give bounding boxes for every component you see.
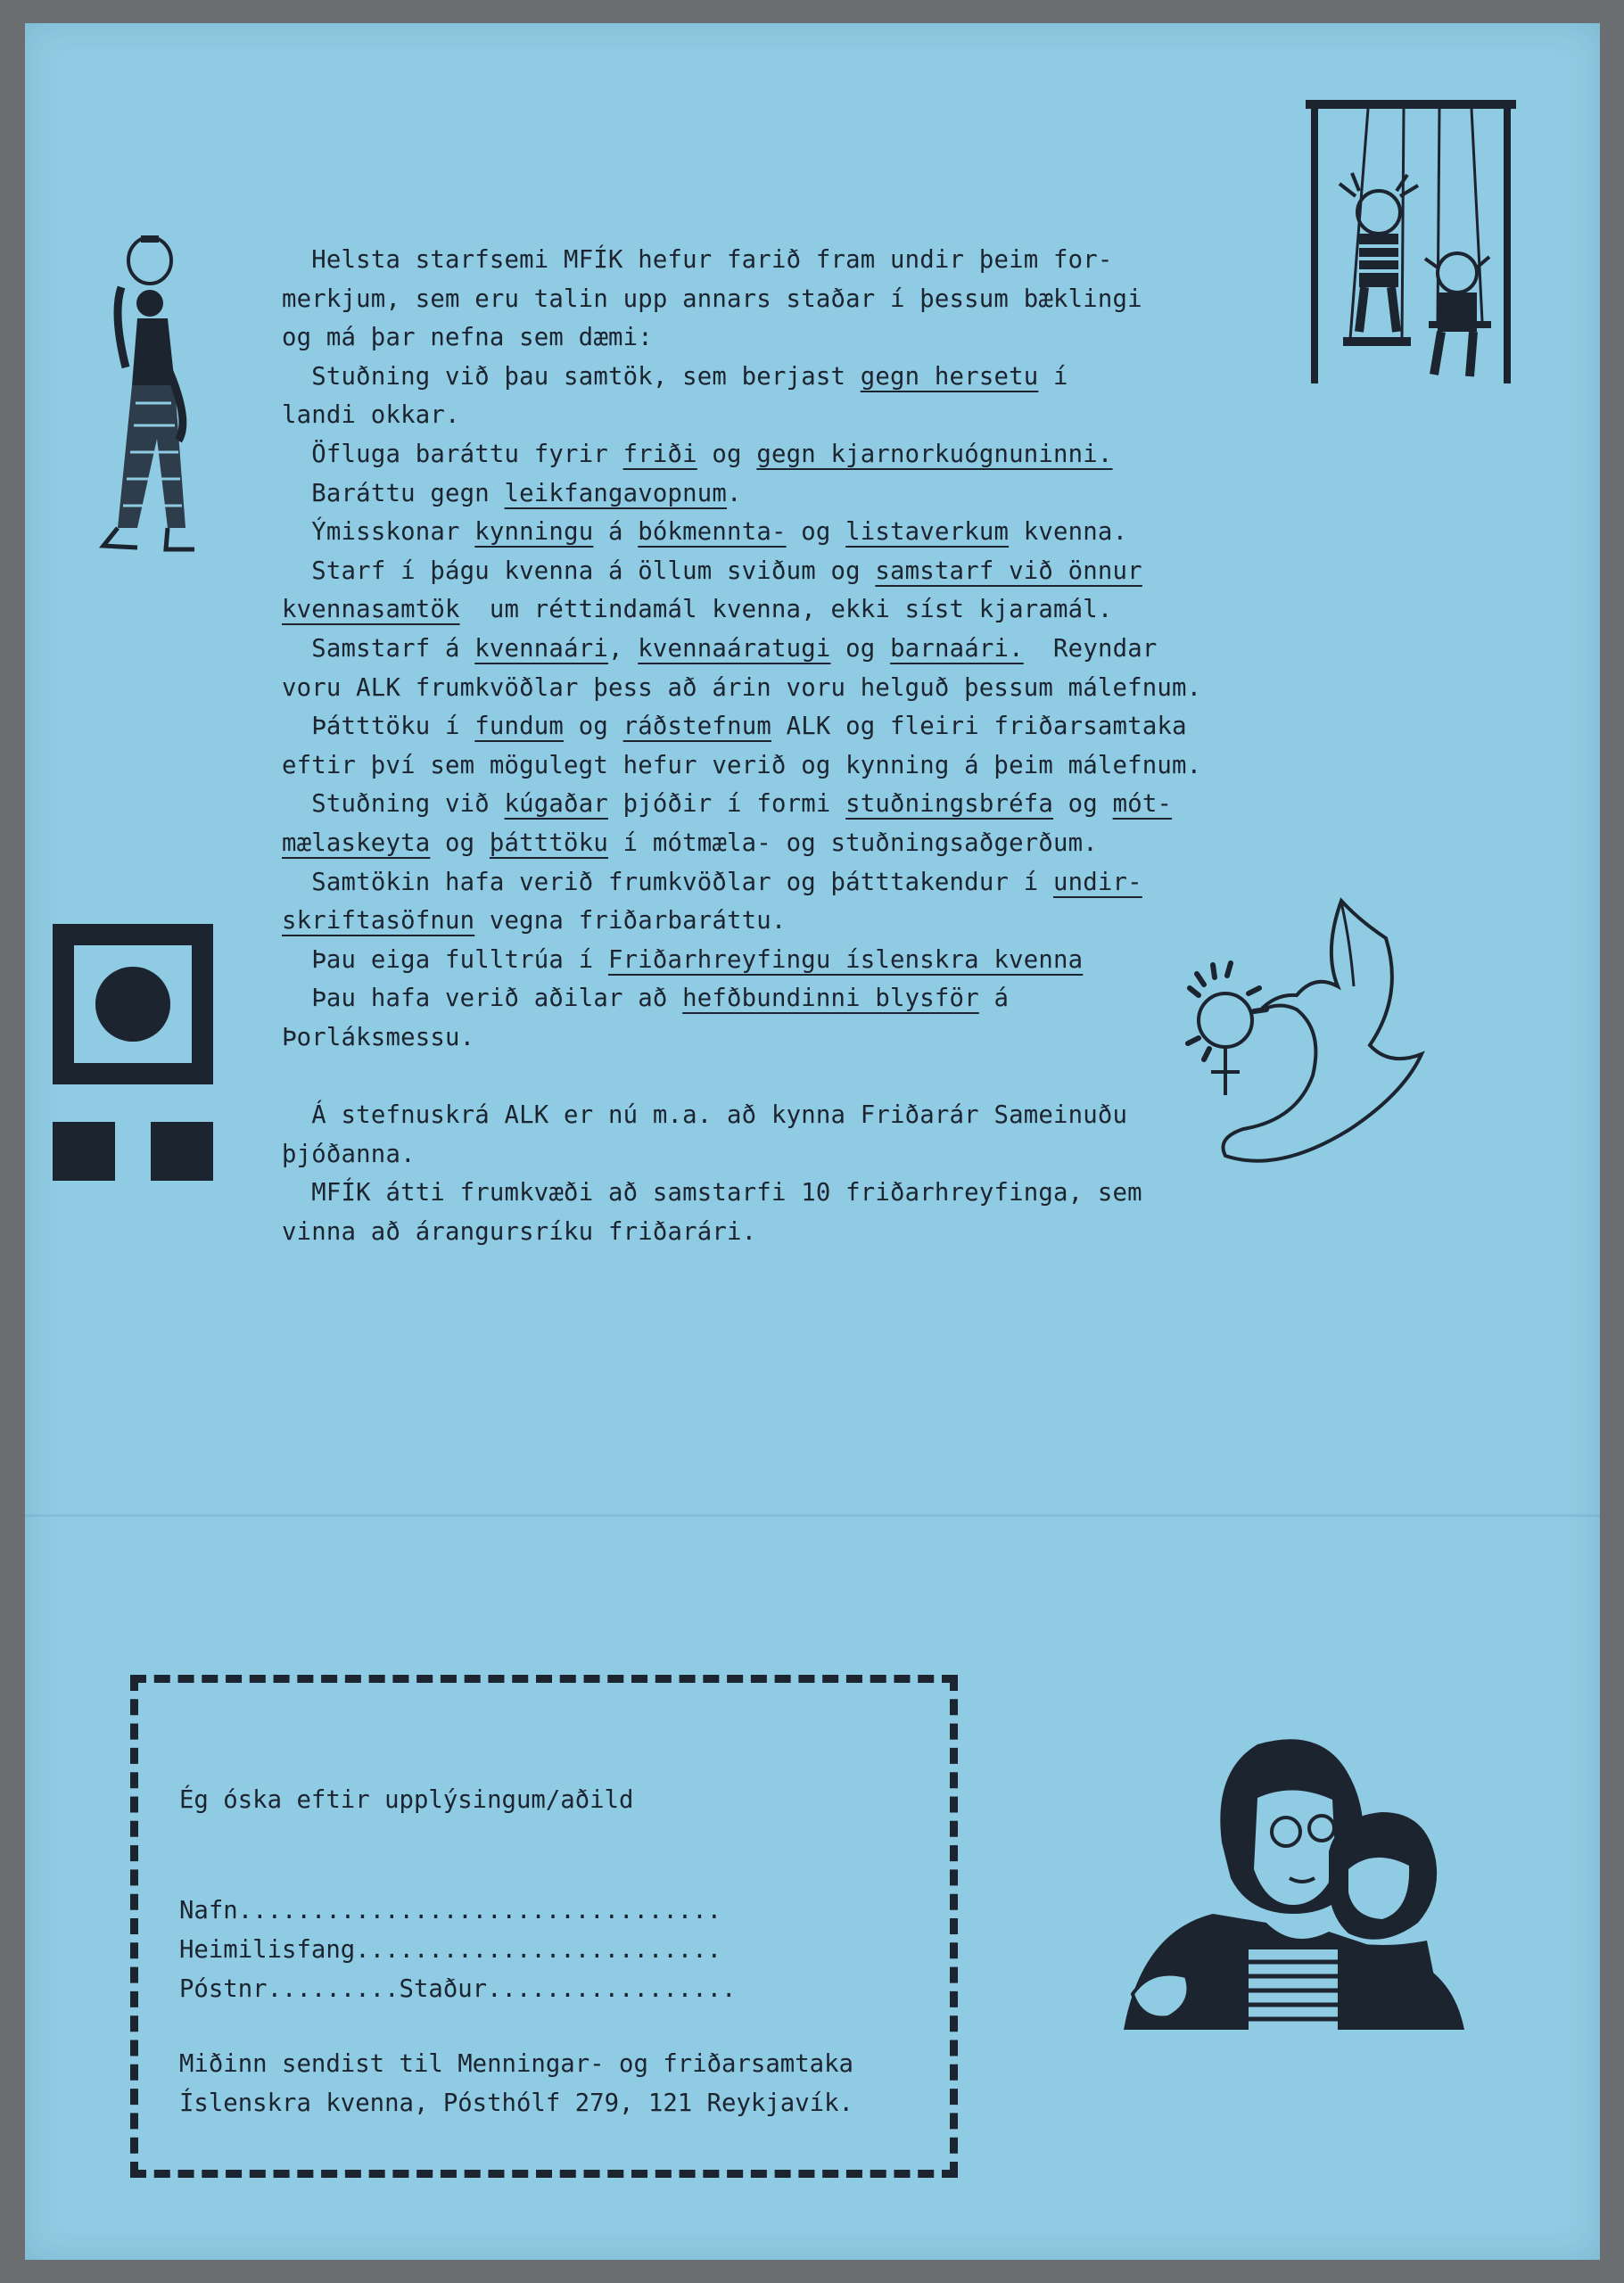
text-line: MFÍK átti frumkvæði að samstarfi 10 friðarhreyfinga, sem xyxy=(311,1179,1142,1207)
membership-form xyxy=(130,1675,958,2178)
text-line: Stuðning við þau samtök, sem berjast gegn hersetu í xyxy=(311,362,1068,391)
text-line: skriftasöfnun vegna friðarbaráttu. xyxy=(282,907,787,935)
text-line: kvennasamtök um réttindamál kvenna, ekki síst kjaramál. xyxy=(282,596,1113,624)
underlined-term: mælaskeyta xyxy=(282,828,431,857)
text-line: merkjum, sem eru talin upp annars staðar í þessum bæklingi xyxy=(282,284,1142,313)
paragraph-gap xyxy=(282,1057,1245,1096)
text-line: Þátttöku í fundum og ráðstefnum ALK og fleiri friðarsamtaka xyxy=(311,713,1187,741)
text-line: Starf í þágu kvenna á öllum sviðum og samstarf við önnur xyxy=(311,556,1142,585)
mailing-instructions: Miðinn sendist til Menningar- og friðarsamtaka xyxy=(179,2050,853,2078)
text-line: og má þar nefna sem dæmi: xyxy=(282,324,653,352)
underlined-term: listaverkum xyxy=(845,518,1010,547)
underlined-term: friði xyxy=(622,440,697,468)
name-field[interactable]: Nafn................................. xyxy=(179,1897,722,1924)
text-line: landi okkar. xyxy=(282,401,460,430)
mother-and-child-illustration xyxy=(1115,1735,1489,2056)
text-line: Þau hafa verið aðilar að hefðbundinni blysför á xyxy=(311,985,1010,1013)
underlined-term: kvennasamtök xyxy=(282,596,460,624)
text-line: Samstarf á kvennaári, kvennaáratugi og barnaári. Reyndar xyxy=(311,634,1158,663)
text-line: Helsta starfsemi MFÍK hefur farið fram undir þeim for- xyxy=(311,246,1113,274)
address-field[interactable]: Heimilisfang......................... xyxy=(179,1936,722,1964)
text-line: Á stefnuskrá ALK er nú m.a. að kynna Friðarár Sameinuðu xyxy=(311,1101,1128,1130)
text-line: voru ALK frumkvöðlar þess að árin voru helguð þessum málefnum. xyxy=(282,673,1202,702)
text-line: mælaskeyta og þátttöku í mótmæla- og stuðningsaðgerðum. xyxy=(282,828,1098,857)
text-line: Samtökin hafa verið frumkvöðlar og þátttakendur í undir- xyxy=(311,868,1142,896)
underlined-term: kvennaáratugi xyxy=(638,634,831,663)
underlined-term: ráðstefnum xyxy=(622,713,771,741)
main-text xyxy=(282,241,1245,1251)
underlined-term: gegn hersetu xyxy=(860,362,1039,391)
children-on-swings-illustration xyxy=(1304,98,1518,392)
text-line: Stuðning við kúgaðar þjóðir í formi stuðningsbréfa og mót- xyxy=(311,790,1173,819)
woman-carrying-jar-illustration xyxy=(86,234,219,564)
underlined-term: hefðbundinni blysför xyxy=(682,985,979,1013)
text-line: Baráttu gegn leikfangavopnum. xyxy=(311,479,742,507)
postal-code-city-field[interactable]: Póstnr.........Staður................. xyxy=(179,1975,737,2003)
text-line: Ýmisskonar kynningu á bókmennta- og listaverkum kvenna. xyxy=(311,518,1128,547)
leaflet-page xyxy=(25,23,1600,2260)
underlined-term: kúgaðar xyxy=(504,790,608,819)
women-symbol-logo xyxy=(53,924,213,1183)
underlined-term: bókmennta- xyxy=(638,518,787,547)
underlined-term: mót- xyxy=(1112,790,1173,819)
underlined-term: gegn kjarnorkuógnuninni. xyxy=(756,440,1113,468)
underlined-term: barnaári. xyxy=(890,634,1024,663)
text-line: Þau eiga fulltrúa í Friðarhreyfingu íslenskra kvenna xyxy=(311,945,1084,974)
fold-line xyxy=(25,1514,1600,1517)
underlined-term: kvennaári xyxy=(474,634,608,663)
underlined-term: fundum xyxy=(474,713,565,741)
text-line: vinna að árangursríku friðarári. xyxy=(282,1217,757,1246)
text-line: Öfluga baráttu fyrir friði og gegn kjarnorkuógnuninni. xyxy=(311,440,1113,468)
form-heading: Ég óska eftir upplýsingum/aðild xyxy=(179,1786,634,1814)
text-line: Þorláksmessu. xyxy=(282,1023,475,1051)
underlined-term: leikfangavopnum xyxy=(504,479,728,507)
text-line: þjóðanna. xyxy=(282,1140,416,1168)
text-line: eftir því sem mögulegt hefur verið og kynning á þeim málefnum. xyxy=(282,751,1202,779)
mailing-address: Íslenskra kvenna, Pósthólf 279, 121 Reykjavík. xyxy=(179,2089,853,2117)
underlined-term: undir- xyxy=(1053,868,1142,896)
underlined-term: þátttöku xyxy=(489,828,608,857)
underlined-term: samstarf við önnur xyxy=(875,556,1142,585)
underlined-term: skriftasöfnun xyxy=(282,907,475,935)
underlined-term: kynningu xyxy=(474,518,594,547)
underlined-term: Friðarhreyfingu íslenskra kvenna xyxy=(607,945,1084,974)
underlined-term: stuðningsbréfa xyxy=(845,790,1054,819)
